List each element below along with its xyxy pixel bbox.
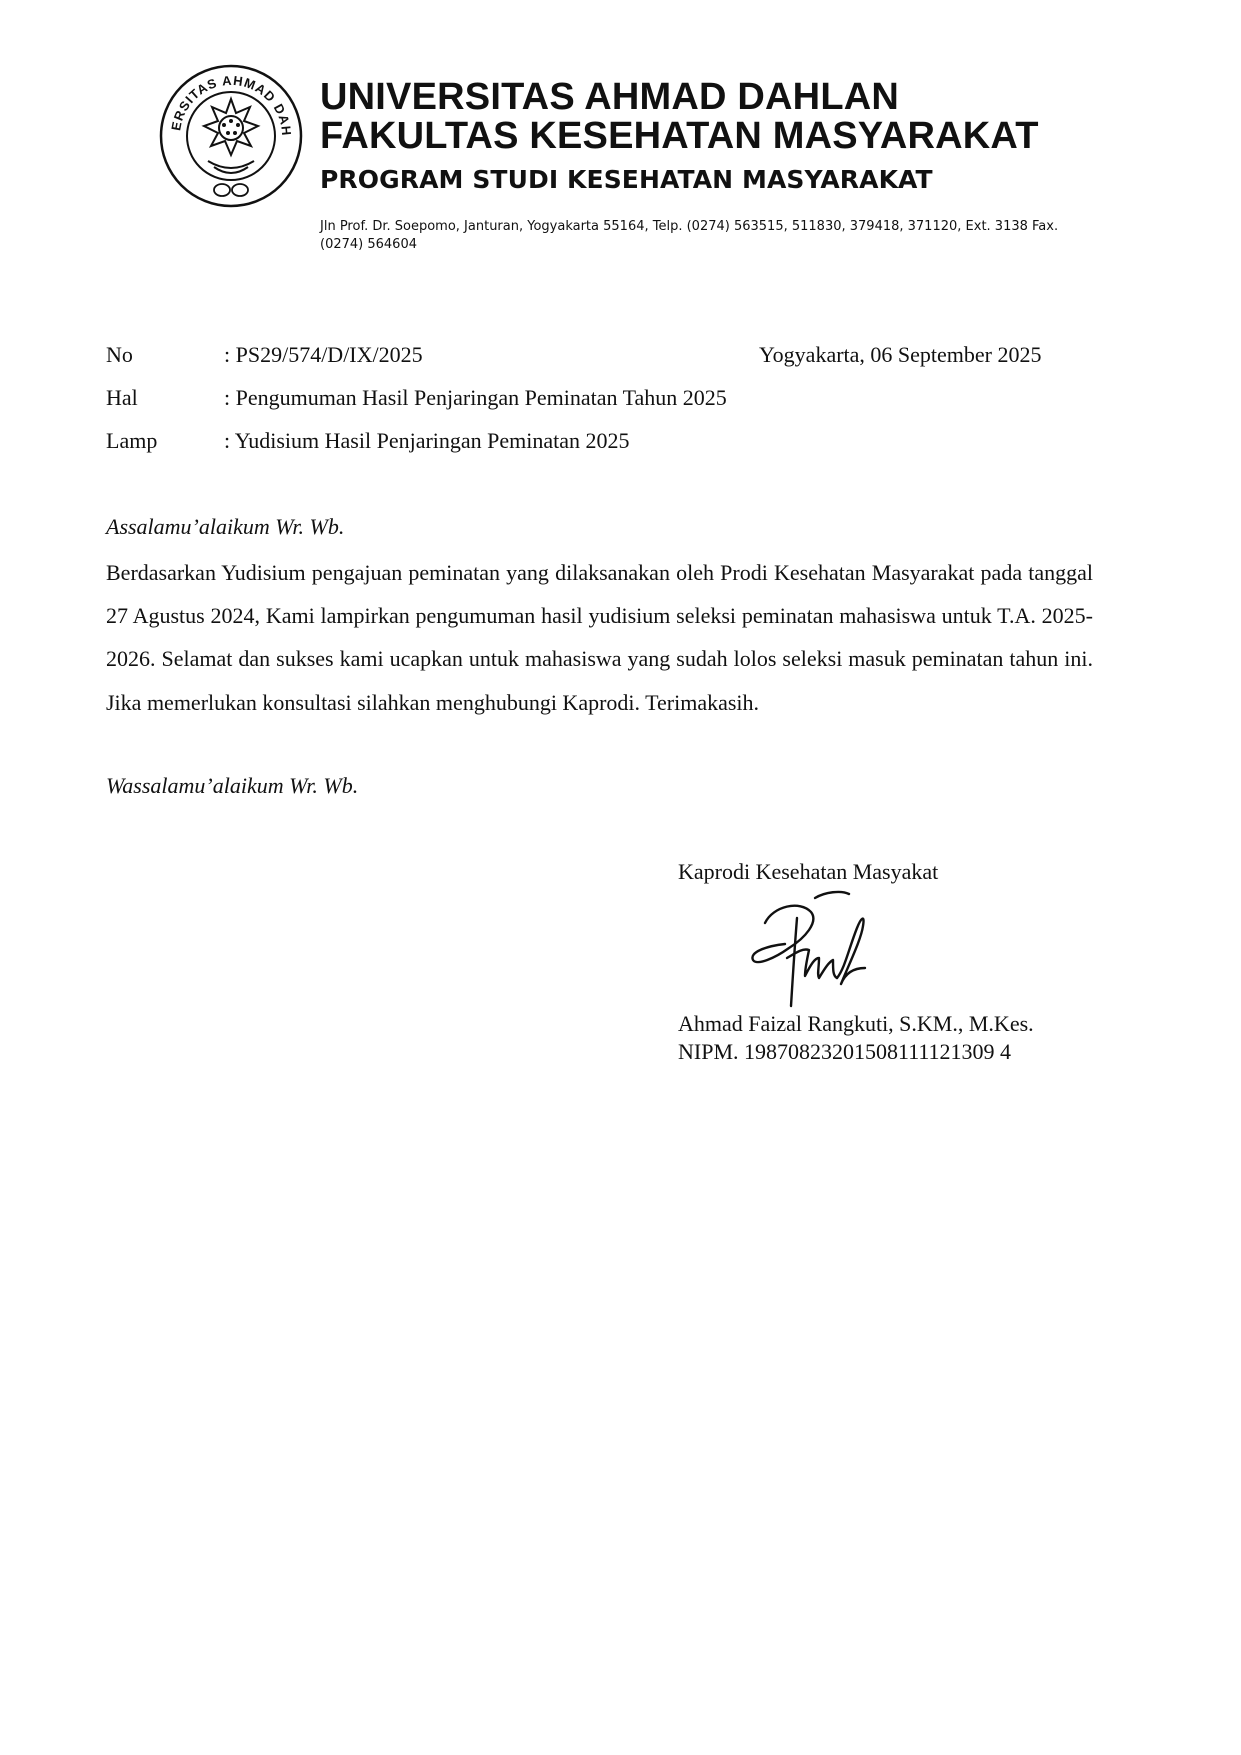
university-logo [158,63,304,209]
closing: Wassalamu’alaikum Wr. Wb. [106,773,359,798]
university-name: UNIVERSITAS AHMAD DAHLAN [320,76,900,118]
meta-number-value: : PS29/574/D/IX/2025 [224,342,423,367]
meta-subject-label: Hal [106,385,138,410]
signatory-position: Kaprodi Kesehatan Masyakat [678,859,939,884]
logo-seal-text: ERSITAS AHMAD DAH [168,72,295,137]
signatory-nipm: NIPM. 19870823201508111121309 4 [678,1039,1012,1064]
letter-body: Berdasarkan Yudisium pengajuan peminatan yang dilaksanakan oleh Prodi Kesehatan Masyarakat pada tanggal 27 Agustus 2024, Kami lampirkan pengumuman hasil yudisium seleksi peminatan mahasiswa untuk T.A. 2025-2026. Selamat dan sukses kami ucapkan untuk mahasiswa yang sudah lolos seleksi masuk peminatan tahun ini. Jika memerlukan konsultasi silahkan menghubungi Kaprodi. Terimakasih. [106,560,1093,715]
faculty-name: FAKULTAS KESEHATAN MASYARAKAT [320,115,1039,157]
letter-date: Yogyakarta, 06 September 2025 [759,342,1042,367]
meta-attachment-value: : Yudisium Hasil Penjaringan Peminatan 2025 [224,428,630,453]
letterhead [320,78,1220,195]
program-name: PROGRAM STUDI KESEHATAN MASYARAKAT [320,165,933,194]
signatory-name: Ahmad Faizal Rangkuti, S.KM., M.Kes. [678,1011,1034,1036]
meta-attachment-label: Lamp [106,428,158,453]
institution-address: Jln Prof. Dr. Soepomo, Janturan, Yogyakarta 55164, Telp. (0274) 563515, 511830, 379418, 371120, Ext. 3138 Fax. (0274) 564604 [320,219,1059,252]
handwritten-signature [745,888,885,1013]
greeting: Assalamu’alaikum Wr. Wb. [106,514,345,539]
meta-number-label: No [106,342,133,367]
meta-subject-value: : Pengumuman Hasil Penjaringan Peminatan Tahun 2025 [224,385,727,410]
